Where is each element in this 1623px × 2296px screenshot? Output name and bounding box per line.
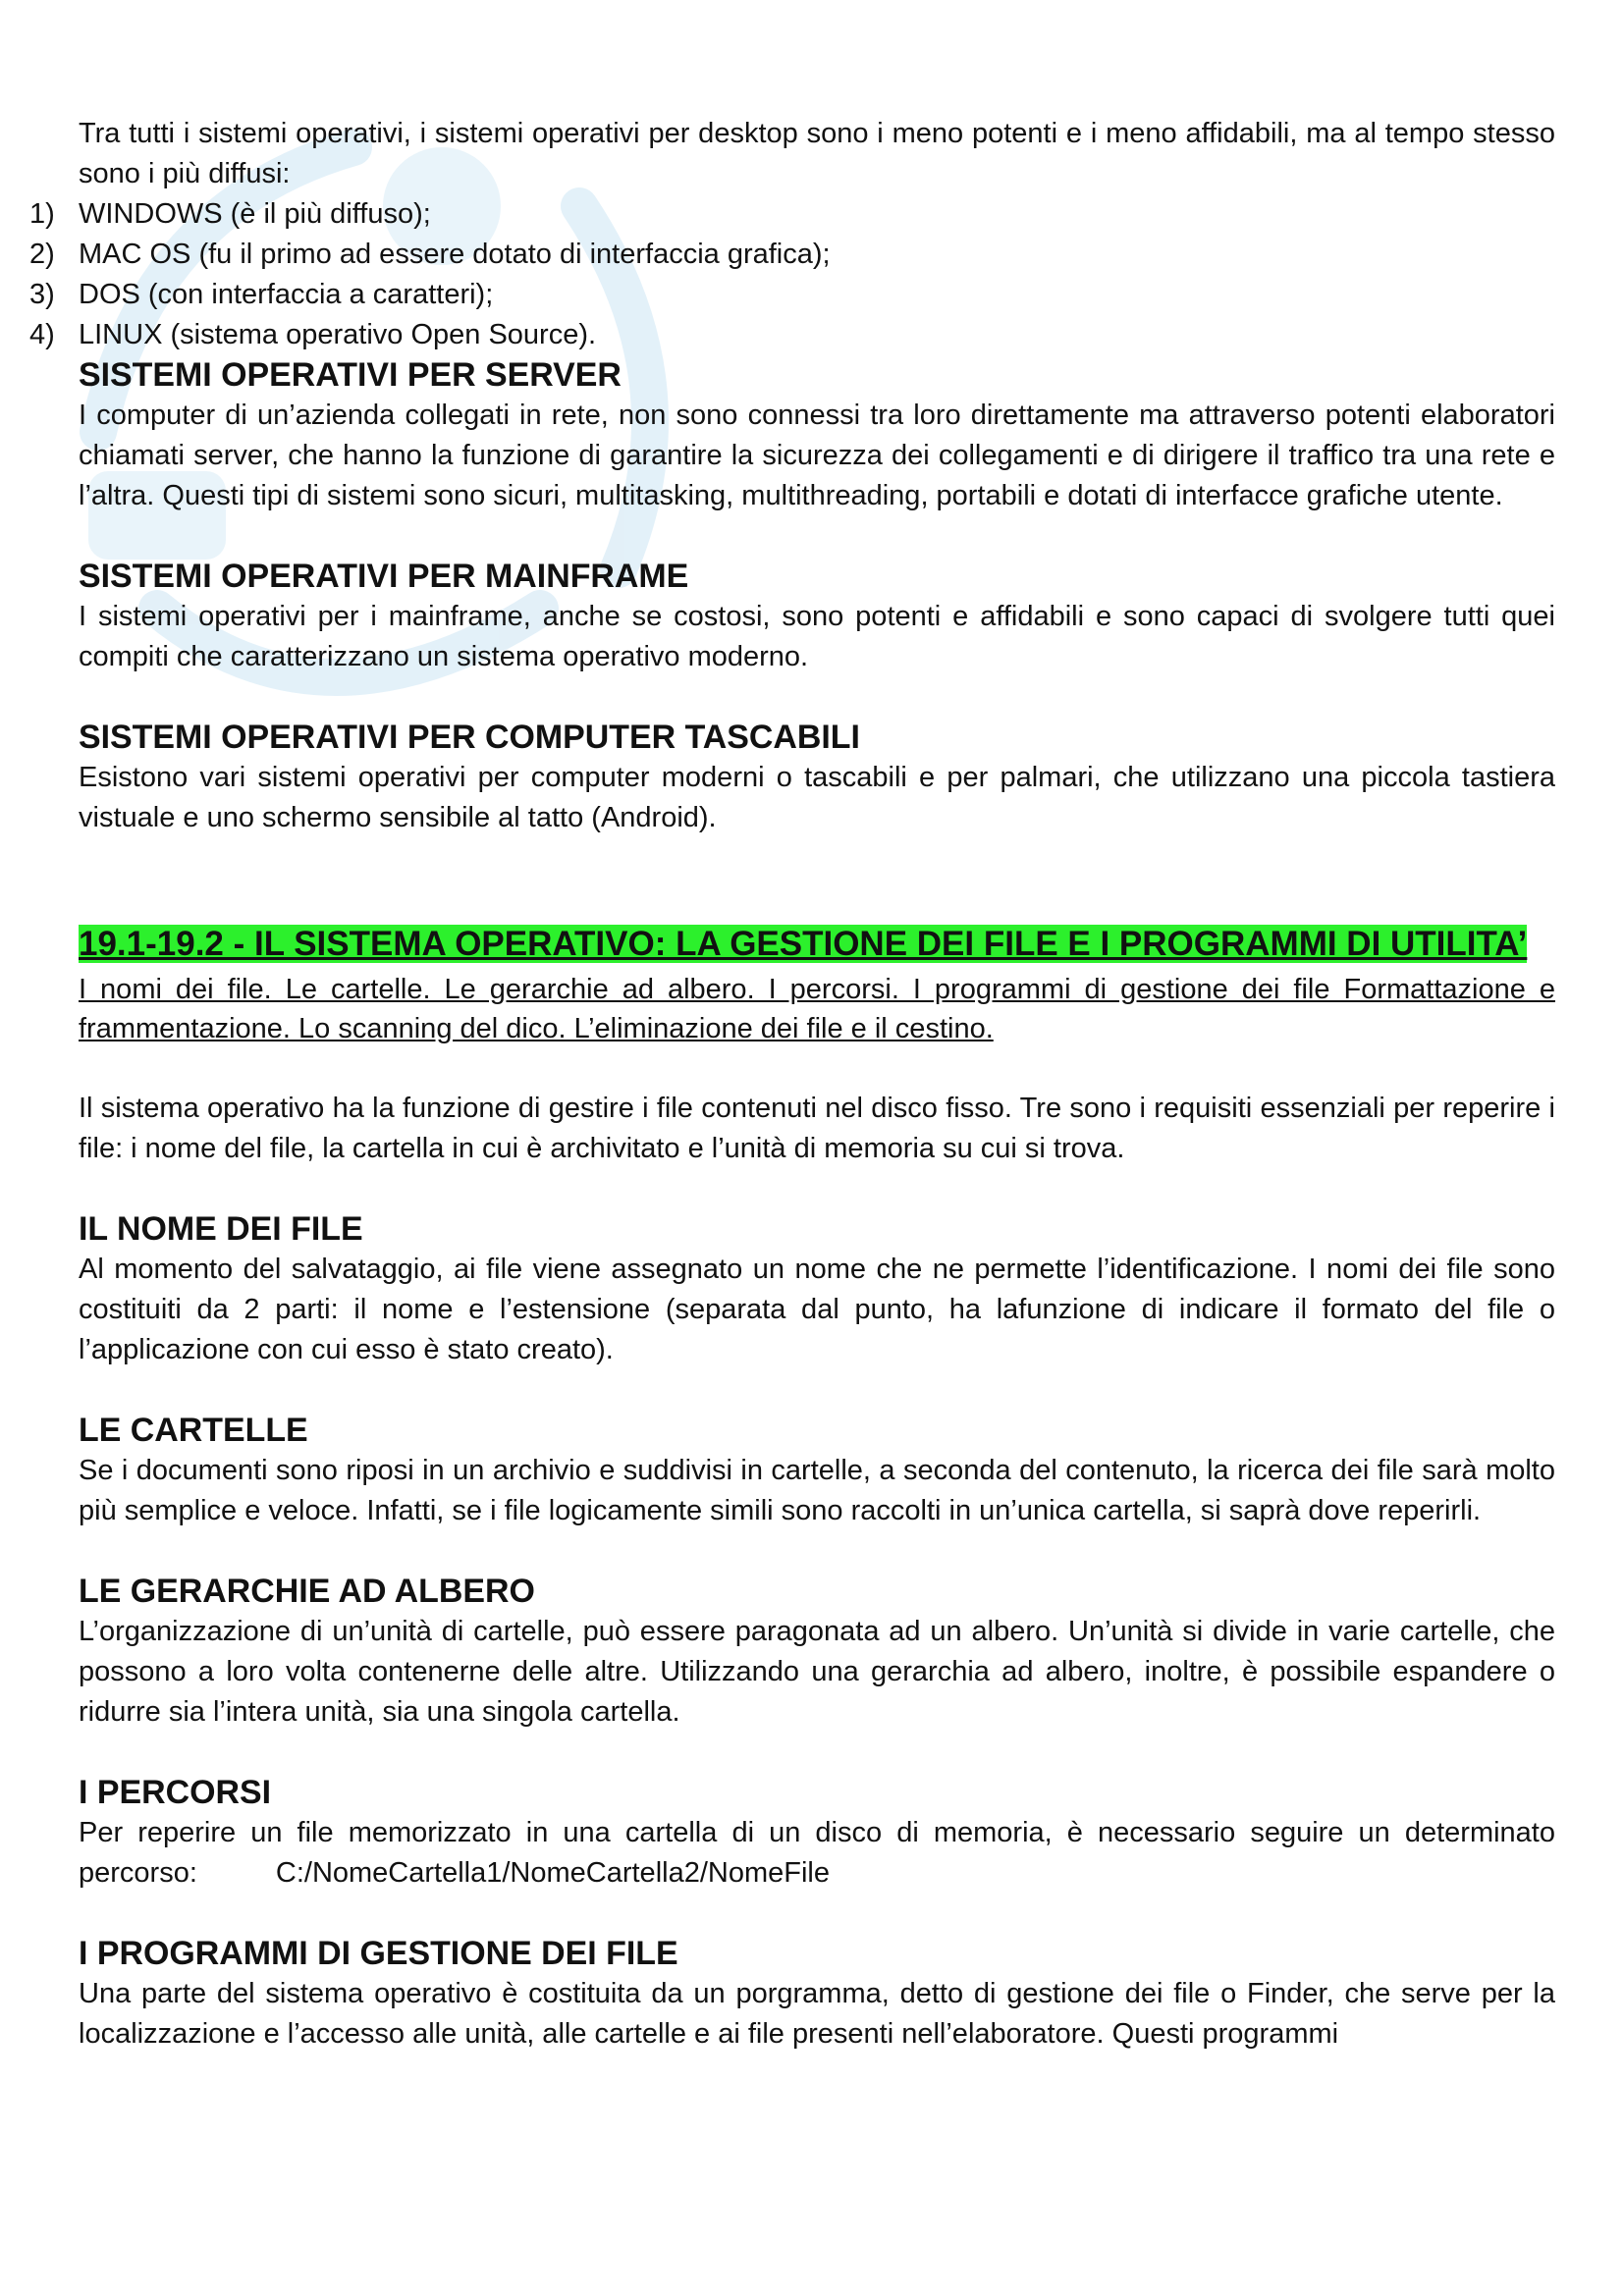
heading-percorsi: I PERCORSI <box>79 1774 272 1811</box>
file-path: C:/NomeCartella1/NomeCartella2/NomeFile <box>275 1857 830 1889</box>
paragraph-tascabili: Esistono vari sistemi operativi per computer moderni o tascabili e per palmari, che utilizzano una piccola tastiera vistuale e uno schermo sensibile al tatto (Android). <box>79 762 1555 833</box>
heading-server: SISTEMI OPERATIVI PER SERVER <box>79 356 622 394</box>
intro-paragraph: Tra tutti i sistemi operativi, i sistemi operativi per desktop sono i meno potenti e i meno affidabili, ma al tempo stesso sono i più diffusi: <box>79 118 1555 189</box>
list-text: LINUX (sistema operativo Open Source). <box>79 319 597 350</box>
paragraph-cartelle: Se i documenti sono riposi in un archivio e suddivisi in cartelle, a seconda del contenuto, la ricerca dei file sarà molto più semplice e veloce. Infatti, se i file logicamente simili sono raccolti in un’unica cartella, si saprà dove reperirli. <box>79 1455 1555 1526</box>
desktop-os-list <box>29 194 1555 355</box>
list-number: 2) <box>29 239 55 270</box>
list-item <box>29 315 1555 355</box>
chapter-subtitle: I nomi dei file. Le cartelle. Le gerarchie ad albero. I percorsi. I programmi di gestione dei file Formattazione e frammentazione. Lo scanning del dico. L’eliminazione dei file e il cestino. <box>79 974 1555 1044</box>
list-item <box>29 194 1555 235</box>
heading-cartelle: LE CARTELLE <box>79 1412 308 1449</box>
list-number: 1) <box>29 198 55 230</box>
list-item <box>29 235 1555 275</box>
paragraph-gestione: Una parte del sistema operativo è costituita da un porgramma, detto di gestione dei file o Finder, che serve per la localizzazione e l’accesso alle unità, alle cartelle e ai file presenti nell’elaboratore. Questi programmi <box>79 1978 1555 2050</box>
heading-mainframe: SISTEMI OPERATIVI PER MAINFRAME <box>79 558 689 595</box>
list-text: WINDOWS (è il più diffuso); <box>79 198 431 230</box>
heading-tascabili: SISTEMI OPERATIVI PER COMPUTER TASCABILI <box>79 719 860 756</box>
paragraph-percorsi <box>79 1813 1555 1894</box>
paragraph-gerarchie: L’organizzazione di un’unità di cartelle, può essere paragonata ad un albero. Un’unità si divide in varie cartelle, che possono a loro volta contenerne delle altre. Utilizzando una gerarchia ad albero, inoltre, è possibile espandere o ridurre sia l’intera unità, sia una singola cartella. <box>79 1616 1555 1728</box>
paragraph-mainframe: I sistemi operativi per i mainframe, anche se costosi, sono potenti e affidabili e sono capaci di svolgere tutti quei compiti che caratterizzano un sistema operativo moderno. <box>79 601 1555 672</box>
percorsi-text: Per reperire un file memorizzato in una cartella di un disco di memoria, è necessario seguire un determinato percorso: <box>79 1817 1555 1889</box>
heading-nome-file: IL NOME DEI FILE <box>79 1210 363 1248</box>
paragraph-server: I computer di un’azienda collegati in rete, non sono connessi tra loro direttamente ma attraverso potenti elaboratori chiamati server, che hanno la funzione di garantire la sicurezza dei collegamenti e di dirigere il traffico tra una rete e l’altra. Questi tipi di sistemi sono sicuri, multitasking, multithreading, portabili e dotati di interfacce grafiche utente. <box>79 400 1555 511</box>
document-page <box>29 114 1555 2055</box>
heading-gerarchie: LE GERARCHIE AD ALBERO <box>79 1573 535 1610</box>
list-number: 3) <box>29 279 55 310</box>
list-item <box>29 275 1555 315</box>
chapter-title-text: 19.1-19.2 - IL SISTEMA OPERATIVO: LA GESTIONE DEI FILE E I PROGRAMMI DI UTILITA’ <box>79 925 1528 963</box>
list-number: 4) <box>29 319 55 350</box>
chapter-intro: Il sistema operativo ha la funzione di gestire i file contenuti nel disco fisso. Tre sono i requisiti essenziali per reperire i file: i nome del file, la cartella in cui è archivitato e l’unità di memoria su cui si trova. <box>79 1093 1555 1164</box>
heading-gestione: I PROGRAMMI DI GESTIONE DEI FILE <box>79 1935 678 1972</box>
list-text: DOS (con interfaccia a caratteri); <box>79 279 494 310</box>
chapter-title <box>79 919 1555 970</box>
paragraph-nome-file: Al momento del salvataggio, ai file viene assegnato un nome che ne permette l’identificazione. I nomi dei file sono costituiti da 2 parti: il nome e l’estensione (separata dal punto, ha lafunzione di indicare il formato del file o l’applicazione con cui esso è stato creato). <box>79 1254 1555 1365</box>
list-text: MAC OS (fu il primo ad essere dotato di interfaccia grafica); <box>79 239 831 270</box>
